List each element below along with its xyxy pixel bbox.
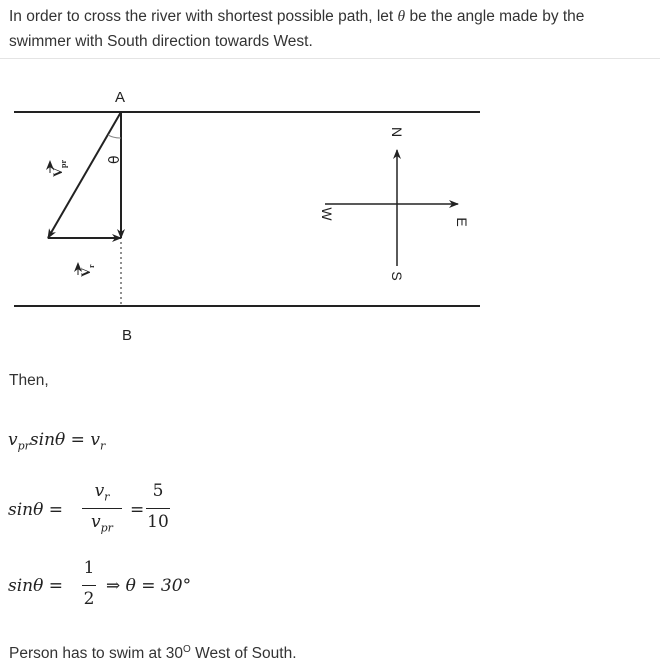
then-text: Then, bbox=[9, 372, 49, 389]
vector-r-label-sub: r bbox=[87, 264, 96, 268]
intro-text-2: be the angle made by the bbox=[409, 8, 585, 25]
compass-west-label: W bbox=[319, 207, 335, 221]
conclusion-degree: O bbox=[183, 644, 191, 655]
section-divider bbox=[0, 58, 660, 59]
vector-pr-label-sub: pr bbox=[59, 160, 68, 168]
eq3-lhs: sinθ = bbox=[8, 576, 63, 596]
compass-rose bbox=[319, 127, 470, 281]
eq2-num2: 5 bbox=[152, 481, 164, 501]
angle-arc bbox=[108, 135, 121, 138]
eq3-rhs: ⇒ θ = 30° bbox=[106, 576, 192, 596]
vector-pr-label-base: V bbox=[50, 167, 65, 177]
eq2-fraction-1 bbox=[82, 481, 122, 537]
eq2-den2: 10 bbox=[147, 512, 169, 532]
eq2-fraction-bar-1 bbox=[82, 508, 122, 509]
river-crossing-diagram bbox=[0, 70, 500, 350]
eq3-num: 1 bbox=[83, 558, 95, 578]
compass-north-label: N bbox=[389, 126, 405, 138]
eq2-numerator: $v_r$ bbox=[94, 481, 110, 504]
eq3-fraction bbox=[82, 558, 96, 614]
intro-text-3: swimmer with South direction towards West. bbox=[9, 33, 313, 50]
compass-south-label: S bbox=[389, 271, 405, 281]
vector-pr-label bbox=[50, 160, 68, 177]
vector-r-label-base: V bbox=[78, 267, 93, 277]
eq1-lhs-sub: pr bbox=[17, 439, 30, 453]
eq2-equals: = bbox=[130, 500, 145, 520]
eq2-fraction-bar-2 bbox=[146, 508, 170, 509]
compass-east-label: E bbox=[454, 217, 470, 227]
conclusion-text bbox=[9, 644, 297, 663]
eq3-fraction-bar bbox=[82, 585, 96, 586]
conclusion-suffix: West of South. bbox=[190, 645, 297, 662]
vector-r-label bbox=[78, 264, 96, 277]
angle-theta-label: θ bbox=[107, 155, 123, 164]
point-b-label: B bbox=[122, 327, 133, 344]
intro-paragraph bbox=[9, 4, 659, 54]
eq2-denominator: $v_{pr}$ bbox=[91, 512, 113, 535]
eq2-fraction-2 bbox=[146, 481, 170, 537]
intro-theta: θ bbox=[397, 8, 406, 25]
eq1-mid: sinθ = v bbox=[29, 430, 100, 450]
conclusion-prefix: Person has to swim at 30 bbox=[9, 645, 184, 662]
eq1-rhs-sub: r bbox=[99, 439, 106, 453]
intro-text-1: In order to cross the river with shortest possible path, let bbox=[9, 8, 394, 25]
eq2-lhs: sinθ = bbox=[8, 500, 63, 520]
eq3-den: 2 bbox=[83, 589, 95, 609]
point-a-label: A bbox=[115, 89, 126, 106]
eq1-lhs: v bbox=[8, 430, 18, 450]
equation-1 bbox=[8, 430, 105, 452]
